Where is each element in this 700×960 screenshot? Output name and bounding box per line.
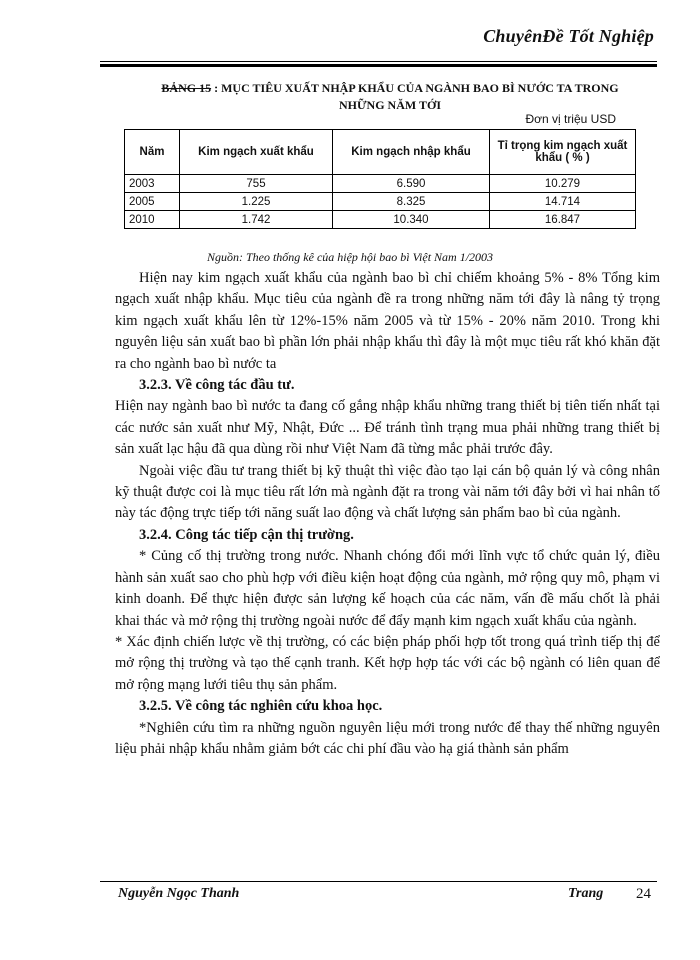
paragraph: Hiện nay ngành bao bì nước ta đang cố gắng nhập khẩu những trang thiết bị tiên tiến nhất tại các nước sản xuất như Mỹ, Nhật, Đức ... Để tránh tình trạng mua phải những trang thiết bị sản xuất lạc hậu đã qua dùng rồi như Việt Nam đã từng mắc phải trước đây. xyxy=(115,398,660,458)
section-heading: 3.2.3. Về công tác đầu tư. xyxy=(139,377,295,394)
body-text xyxy=(115,268,660,760)
cell-ratio: 16.847 xyxy=(490,211,636,229)
table-row xyxy=(125,193,636,211)
table-caption-text: : MỤC TIÊU XUẤT NHẬP KHẨU CỦA NGÀNH BAO BÌ NƯỚC TA TRONG NHỮNG NĂM TỚI xyxy=(214,81,619,112)
paragraph: Hiện nay kim ngạch xuất khẩu của ngành bao bì chỉ chiếm khoảng 5% - 8% Tổng kim ngạch xuất nhập khẩu. Mục tiêu của ngành đề ra trong những năm tới đây là nâng tỷ trọng kim ngạch xuất khẩu lên từ 12%-15% năm 2005 và từ 15% - 20% năm 2010. Trong khi nguyên liệu sản xuất bao bì phần lớn phải nhập khẩu thì đây là một mục tiêu rất khó khăn đặt ra cho ngành bao bì nước ta xyxy=(115,270,660,372)
cell-import: 8.325 xyxy=(333,193,490,211)
header-title: ChuyênĐề Tốt Nghiệp xyxy=(483,26,654,46)
cell-import: 6.590 xyxy=(333,175,490,193)
header-rule-thick xyxy=(100,64,657,67)
cell-export: 1.225 xyxy=(180,193,333,211)
cell-ratio: 14.714 xyxy=(490,193,636,211)
export-import-table xyxy=(124,129,636,229)
header-rule xyxy=(100,61,657,62)
header-export: Kim ngạch xuất khẩu xyxy=(180,130,333,175)
paragraph: * Xác định chiến lược về thị trường, có các biện pháp phối hợp tốt trong quá trình tiếp thị để mở rộng thị trường và tạo thế cạnh tranh. Kết hợp hợp tác với các bộ ngành có liên quan để mở rộng mạng lưới tiêu thụ sản phẩm. xyxy=(115,633,660,693)
paragraph: Ngoài việc đầu tư trang thiết bị kỹ thuật thì việc đào tạo lại cán bộ quản lý và công nhân kỹ thuật được coi là mục tiêu rất lớn mà ngành đặt ra trong vài năm tới đây bởi vì hai nhân tố này tác động trực tiếp tới năng suất lao động và chất lượng sản phẩm bao bì của ngành. xyxy=(115,462,660,522)
header-year: Năm xyxy=(125,130,180,175)
footer-author: Nguyễn Ngọc Thanh xyxy=(118,886,240,901)
table-source: Nguồn: Theo thống kê của hiệp hội bao bì Việt Nam 1/2003 xyxy=(206,250,494,264)
table-caption-label: BẢNG 15 xyxy=(161,81,212,95)
footer-page-number: 24 xyxy=(636,886,651,902)
cell-import: 10.340 xyxy=(333,211,490,229)
table-caption xyxy=(140,80,640,114)
cell-year: 2005 xyxy=(125,193,180,211)
header-ratio: Tỉ trọng kim ngạch xuất khẩu ( % ) xyxy=(490,130,636,175)
cell-ratio: 10.279 xyxy=(490,175,636,193)
paragraph: * Củng cố thị trường trong nước. Nhanh chóng đổi mới lĩnh vực tổ chức quản lý, điều hành sản xuất sao cho phù hợp với điều kiện hoạt động của ngành, mở rộng quy mô, phạm vi kinh doanh. Để thực hiện được sản lượng kế hoạch của các năm, vấn đề mấu chốt là phải khai thác và mở rộng thị trường ngoài nước để đẩy mạnh kim ngạch xuất khẩu của ngành. xyxy=(115,548,660,629)
paragraph: *Nghiên cứu tìm ra những nguồn nguyên liệu mới trong nước để thay thế những nguyên liệu phải nhập khẩu nhằm giảm bớt các chi phí đầu vào hạ giá thành sản phẩm xyxy=(115,719,660,757)
section-heading: 3.2.5. Về công tác nghiên cứu khoa học. xyxy=(139,698,383,715)
table-row xyxy=(125,175,636,193)
cell-export: 1.742 xyxy=(180,211,333,229)
cell-export: 755 xyxy=(180,175,333,193)
footer-page-label: Trang xyxy=(568,886,604,901)
unit-label: Đơn vị triệu USD xyxy=(525,112,616,126)
table-header-row xyxy=(125,130,636,175)
header-import: Kim ngạch nhập khẩu xyxy=(333,130,490,175)
footer-rule xyxy=(100,881,657,882)
table-row xyxy=(125,211,636,229)
cell-year: 2010 xyxy=(125,211,180,229)
cell-year: 2003 xyxy=(125,175,180,193)
section-heading: 3.2.4. Công tác tiếp cận thị trường. xyxy=(139,526,354,543)
